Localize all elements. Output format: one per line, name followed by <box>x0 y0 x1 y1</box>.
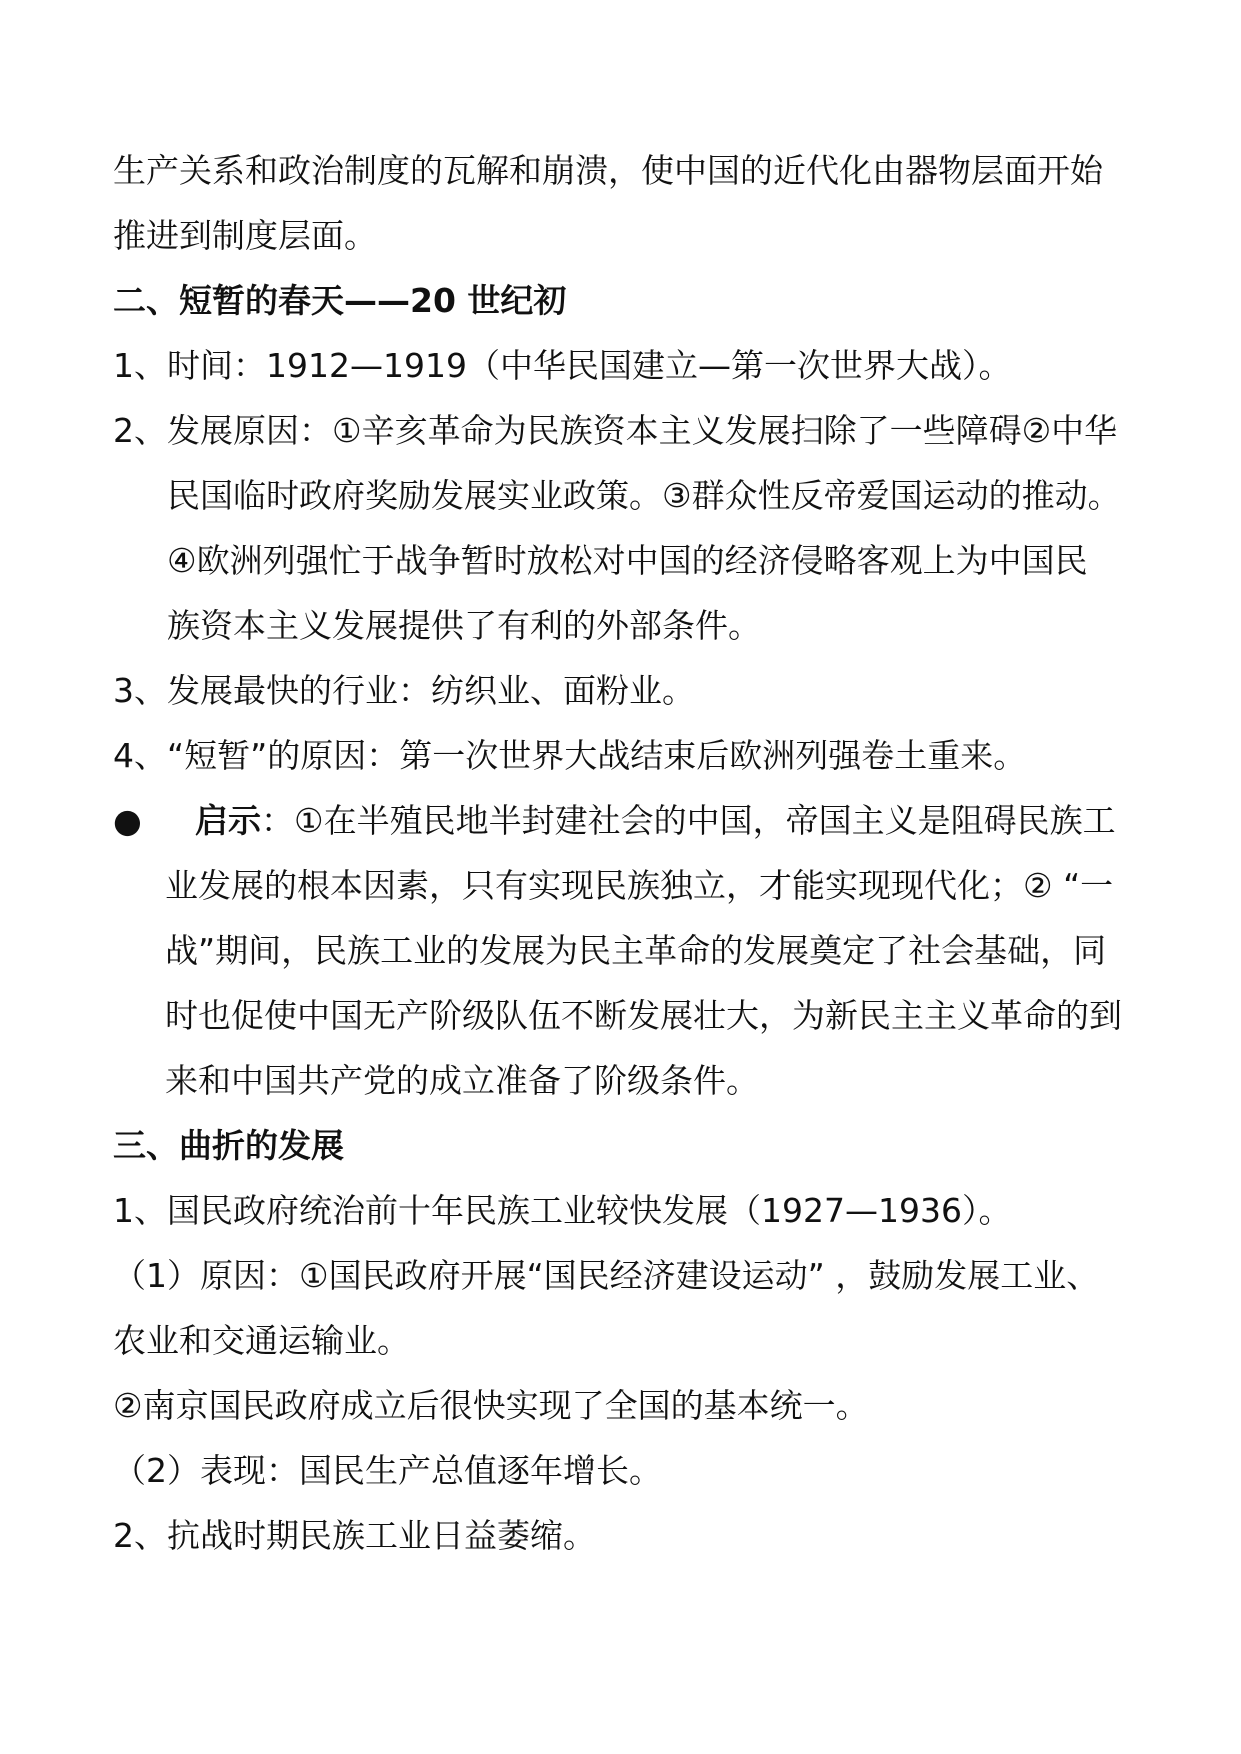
list-item <box>113 658 1111 723</box>
insight-label: 启示 <box>195 801 261 840</box>
item-text: “短暂”的原因：第一次世界大战结束后欧洲列强卷土重来。 <box>167 736 1027 775</box>
item-text: 抗战时期民族工业日益萎缩。 <box>167 1516 596 1555</box>
item-text: 民国临时政府奖励发展实业政策。③群众性反帝爱国运动的推动。 <box>167 476 1121 515</box>
list-item <box>113 1178 1111 1243</box>
item-marker: 1、 <box>113 346 167 385</box>
item-text: ④欧洲列强忙于战争暂时放松对中国的经济侵略客观上为中国民 <box>167 541 1088 580</box>
sub-item-text: 农业和交通运输业。 <box>113 1321 410 1360</box>
item-text: 国民政府统治前十年民族工业较快发展（1927—1936）。 <box>167 1191 1012 1230</box>
item-text: 发展最快的行业：纺织业、面粉业。 <box>167 671 695 710</box>
sub-item-text: （1）原因：①国民政府开展“国民经济建设运动” ，鼓励发展工业、 <box>113 1256 1100 1295</box>
insight-first-line <box>165 788 1122 853</box>
sub-item-text: （2）表现：国民生产总值逐年增长。 <box>113 1451 662 1490</box>
item-marker: 3、 <box>113 671 167 710</box>
list-item <box>113 398 1121 658</box>
item-text: 族资本主义发展提供了有利的外部条件。 <box>167 606 761 645</box>
section-heading: 二、短暂的春天——20 世纪初 <box>113 281 567 320</box>
insight-item <box>113 788 1122 1113</box>
bullet-icon: ● <box>113 801 142 840</box>
item-marker: 2、 <box>113 1516 167 1555</box>
insight-line: 业发展的根本因素，只有实现民族独立，才能实现现代化；② “一 <box>165 866 1114 905</box>
item-marker: 4、 <box>113 736 167 775</box>
insight-line: 战”期间，民族工业的发展为民主革命的发展奠定了社会基础，同 <box>165 931 1107 970</box>
insight-text: ：①在半殖民地半封建社会的中国，帝国主义是阻碍民族工 <box>261 801 1116 840</box>
intro-line: 生产关系和政治制度的瓦解和崩溃，使中国的近代化由器物层面开始 <box>113 151 1103 190</box>
list-item <box>113 723 1111 788</box>
insight-line: 时也促使中国无产阶级队伍不断发展壮大，为新民主主义革命的到 <box>165 996 1122 1035</box>
list-item <box>113 333 1111 398</box>
item-text: 时间：1912—1919（中华民国建立—第一次世界大战）。 <box>167 346 1012 385</box>
list-item <box>113 1503 1111 1568</box>
item-marker: 1、 <box>113 1191 167 1230</box>
intro-line: 推进到制度层面。 <box>113 216 377 255</box>
sub-item-text: ②南京国民政府成立后很快实现了全国的基本统一。 <box>113 1386 869 1425</box>
insight-line: 来和中国共产党的成立准备了阶级条件。 <box>165 1061 759 1100</box>
item-marker: 2、 <box>113 411 167 450</box>
section-heading: 三、曲折的发展 <box>113 1126 344 1165</box>
item-text: 发展原因：①辛亥革命为民族资本主义发展扫除了一些障碍②中华 <box>167 411 1118 450</box>
